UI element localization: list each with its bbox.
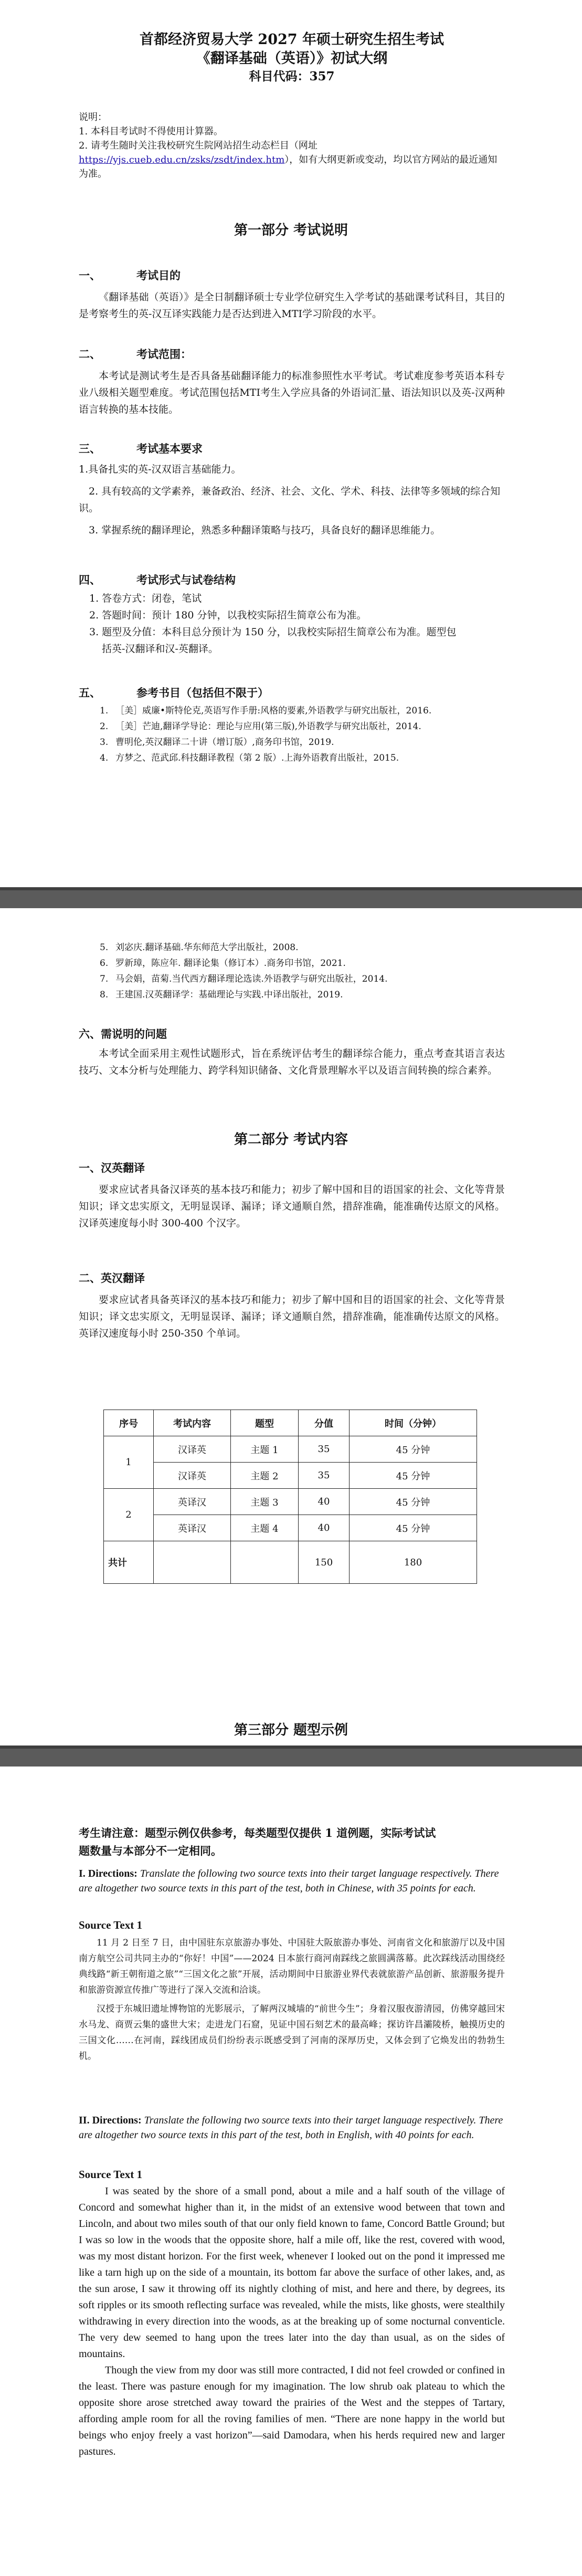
section-4 <box>79 572 505 657</box>
table-cell: 英译汉 <box>154 1489 231 1515</box>
table-header-cell: 序号 <box>104 1410 154 1436</box>
source-text-1-heading: Source Text 1 <box>79 1919 142 1931</box>
table-row <box>104 1463 477 1489</box>
section-4-item-3b: 括英-汉翻译和汉-英翻译。 <box>102 643 218 655</box>
directions-1-text <box>79 1866 505 1896</box>
section-2-title: 考试范围： <box>136 348 192 361</box>
table-cell: 45 分钟 <box>350 1436 477 1463</box>
section-5-number: 五、 <box>79 686 101 699</box>
table-cell: 汉译英 <box>154 1463 231 1489</box>
directions-2-text <box>79 2113 505 2142</box>
directions-1 <box>79 1866 505 1896</box>
part-3-title: 第三部分 题型示例 <box>234 1722 348 1738</box>
reference-item: 4. 方梦之、范武邱.科技翻译教程（第 2 版）.上海外语教育出版社，2015. <box>100 753 399 763</box>
section-6-heading: 六、需说明的问题 <box>79 1027 167 1040</box>
note-2-text-a: 2. 请考生随时关注我校研究生院网站招生动态栏目（网址 <box>79 140 318 151</box>
table-cell: 40 <box>299 1489 350 1515</box>
part-1-title: 第一部分 考试说明 <box>234 223 348 238</box>
section-4-title: 考试形式与试卷结构 <box>136 573 236 586</box>
section-4-item-3a: 3. 题型及分值：本科目总分预计为 150 分，以我校实际招生简章公布为准。题型包 <box>89 626 457 638</box>
chinese-paragraph-2: 汉授于东城旧遗址博物馆的光影展示，了解两汉城墙的“前世今生”；身着汉服夜游清园，仿佛穿越回宋水马龙、商贾云集的盛世大宋；走进龙门石窟，见证中国石刻艺术的最高峰；探访许昌灞陵桥，触摸历史的三国文化……在河南，踩线团成员们纷纷表示既感受到了河南的深厚历史，又体会到了它焕发出的勃勃生机。 <box>79 2004 505 2062</box>
section-1-title: 考试目的 <box>136 269 181 282</box>
note-2 <box>79 139 505 181</box>
graduate-school-link[interactable]: https://yjs.cueb.edu.cn/zsks/zsdt/index.htm <box>79 154 285 165</box>
notice-line-1: 考生请注意：题型示例仅供参考，每类题型仅提供 1 道例题，实际考试试 <box>79 1826 436 1839</box>
reference-item: 1. ［美］威廉•斯特伦克,英语写作手册:风格的要素,外语教学与研究出版社，2016. <box>100 706 432 716</box>
reference-item: 5. 刘宓庆.翻译基础.华东师范大学出版社，2008. <box>100 942 299 953</box>
chinese-paragraph-1: 11 月 2 日至 7 日，由中国驻东京旅游办事处、中国驻大阪旅游办事处、河南省文化和旅游厅以及中国南方航空公司共同主办的“你好！中国”——2024 日本旅行商河南踩线之旅圆满落幕。此次踩线活动围绕经典线路“新王朝衔道之旅”“三国文化之旅”开展，活动期间中日旅游业界代表就旅游产品创新、旅游服务提升和旅游资源宣传推广等进行了深入交流和洽谈。 <box>79 1938 505 1995</box>
section-1-number: 一、 <box>79 269 101 282</box>
part-2-section-1-heading: 一、汉英翻译 <box>79 1161 145 1174</box>
reference-item: 3. 曹明伦,英汉翻译二十讲（增订版）,商务印书馆，2019. <box>100 737 334 748</box>
part-2-section-1-text: 要求应试者具备汉译英的基本技巧和能力；初步了解中国和目的语国家的社会、文化等背景知识；译文忠实原文，无明显误译、漏译；译文通顺自然，措辞准确，能准确传达原文的风格。汉译英速度每小时 300-400 个汉字。 <box>79 1184 505 1229</box>
directions-2-label: II. Directions: <box>79 2115 142 2126</box>
note-1: 1. 本科目考试时不得使用计算器。 <box>79 126 223 137</box>
section-2 <box>79 346 505 418</box>
source-text-2-heading: Source Text 1 <box>79 2168 142 2181</box>
table-cell-group: 1 <box>104 1436 154 1489</box>
section-1-text: 《翻译基础（英语）》是全日制翻译硕士专业学位研究生入学考试的基础课考试科目，其目的是考察考生的英-汉互译实践能力是否达到进入MTI学习阶段的水平。 <box>79 291 505 320</box>
table-cell: 45 分钟 <box>350 1515 477 1541</box>
section-3-heading <box>79 441 505 457</box>
reference-item: 7. 马会娟，苗菊.当代西方翻译理论选读.外语教学与研究出版社，2014. <box>100 974 388 984</box>
table-row <box>104 1515 477 1541</box>
exam-title: 首都经济贸易大学 2027 年硕士研究生招生考试 <box>140 31 444 48</box>
part-2-section-2 <box>79 1270 505 1342</box>
section-4-item-2: 2. 答题时间：预计 180 分钟，以我校实际招生简章公布为准。 <box>89 609 367 621</box>
table-cell <box>154 1541 231 1584</box>
table-cell <box>231 1541 299 1584</box>
table-total-row <box>104 1541 477 1584</box>
page-3 <box>0 1767 582 2576</box>
english-paragraph-1: I was seated by the shore of a small pond, about a mile and a half south of the village of Concord and somewhat higher than it, in the midst of an extensive wood between that town and Lincoln, and about two miles south of that our only field known to fame, Concord Battle Ground; but I was so low in the woods that the opposite shore, half a mile off, like the rest, covered with wood, was my most distant horizon. For the first week, whenever I looked out on the pond it impressed me like a tarn high up on the side of a mountain, its bottom far above the surface of other lakes, and, as the sun arose, I saw it throwing off its nightly clothing of mist, and here and there, by degrees, its soft ripples or its smooth reflecting surface was revealed, while the mists, like ghosts, were stealthily withdrawing in every direction into the woods, as at the breaking up of some nocturnal conventicle. The very dew seemed to hang upon the trees later into the day than usual, as on the sides of mountains. <box>79 2185 505 2360</box>
table-cell: 35 <box>299 1436 350 1463</box>
notes-label: 说明： <box>79 112 107 123</box>
table-cell: 主题 3 <box>231 1489 299 1515</box>
table-header-row <box>104 1410 477 1436</box>
english-paragraph-2: Though the view from my door was still more contracted, I did not feel crowded or confined in the least. There was pasture enough for my imagination. The low shrub oak plateau to which the opposite shore arose stretched away toward the prairies of the West and the steppes of Tartary, affording ample room for all the roving families of men. “There are none happy in the world but beings who enjoy freely a vast horizon”—said Damodara, when his herds required new and larger pastures. <box>79 2364 505 2457</box>
document-header <box>79 30 505 85</box>
reference-list-a <box>79 703 505 766</box>
subject-code: 科目代码：357 <box>249 69 335 83</box>
table-cell: 45 分钟 <box>350 1489 477 1515</box>
section-6 <box>79 1026 505 1079</box>
reference-item: 8. 王建国.汉英翻译学：基础理论与实践.中译出版社，2019. <box>100 990 343 1000</box>
table-total-time: 180 <box>350 1541 477 1584</box>
source-text-2 <box>79 2168 505 2460</box>
section-1 <box>79 268 505 322</box>
section-4-number: 四、 <box>79 573 101 586</box>
section-2-number: 二、 <box>79 348 101 361</box>
directions-2 <box>79 2113 505 2142</box>
section-3-item-2: 2. 具有较高的文学素养，兼备政治、经济、社会、文化、学术、科技、法律等多领域的综合知识。 <box>79 486 501 514</box>
syllabus-title: 《翻译基础（英语）》初试大纲 <box>196 50 388 67</box>
section-5-heading <box>79 685 505 701</box>
table-cell: 主题 1 <box>231 1436 299 1463</box>
table-header-cell: 题型 <box>231 1410 299 1436</box>
directions-1-label: I. Directions: <box>79 1868 137 1879</box>
table-cell: 主题 2 <box>231 1463 299 1489</box>
section-1-heading <box>79 268 505 283</box>
exam-structure-table <box>103 1410 477 1584</box>
table-cell: 主题 4 <box>231 1515 299 1541</box>
table-cell: 35 <box>299 1463 350 1489</box>
part-2-title: 第二部分 考试内容 <box>234 1132 348 1148</box>
page-2 <box>0 908 582 1746</box>
part-2-section-2-heading: 二、英汉翻译 <box>79 1271 145 1285</box>
section-2-heading <box>79 346 505 362</box>
directions-1-body: Translate the following two source texts into their target language respectively. There are altogether two source texts in this part of the test, both in Chinese, with 35 points for each. <box>79 1868 499 1894</box>
page-separator <box>0 1746 582 1767</box>
table-header-cell: 分值 <box>299 1410 350 1436</box>
section-2-text: 本考试是测试考生是否具备基础翻译能力的标准参照性水平考试。考试难度参考英语本科专业八级相关题型难度。考试范围包括MTI考生入学应具备的外语词汇量、语法知识以及英-汉两种语言转换的基本技能。 <box>79 370 505 415</box>
table-cell: 英译汉 <box>154 1515 231 1541</box>
section-5-title: 参考书目（包括但不限于） <box>136 686 269 699</box>
reference-item: 6. 罗新璋，陈应年. 翻译论集（修订本）.商务印书馆，2021. <box>100 958 346 969</box>
table-row <box>104 1489 477 1515</box>
source-text-1 <box>79 1919 505 2064</box>
notes <box>79 110 505 181</box>
part-2-section-1 <box>79 1160 505 1232</box>
reference-item: 2. ［美］芒迪,翻译学导论：理论与应用(第三版),外语教学与研究出版社，2014. <box>100 721 421 732</box>
candidate-notice <box>79 1824 505 1860</box>
section-3-item-1: 1.具备扎实的英-汉双语言基础能力。 <box>79 464 241 475</box>
table-total-label: 共计 <box>104 1541 154 1584</box>
table-row <box>104 1436 477 1463</box>
table-cell: 40 <box>299 1515 350 1541</box>
section-3-title: 考试基本要求 <box>136 442 203 455</box>
page-1 <box>0 0 582 887</box>
section-4-item-1: 1. 答卷方式：闭卷，笔试 <box>89 593 202 604</box>
section-3-item-3: 3. 掌握系统的翻译理论，熟悉多种翻译策略与技巧，具备良好的翻译思维能力。 <box>89 524 441 536</box>
notice-line-2: 题数量与本部分不一定相同。 <box>79 1844 222 1857</box>
table-cell: 汉译英 <box>154 1436 231 1463</box>
part-2-section-2-text: 要求应试者具备英译汉的基本技巧和能力；初步了解中国和目的语国家的社会、文化等背景知识；译文忠实原文，无明显误译、漏译；译文通顺自然，措辞准确，能准确传达原文的风格。英译汉速度每小时 250-350 个单词。 <box>79 1294 505 1339</box>
section-3-number: 三、 <box>79 442 101 455</box>
section-5 <box>79 685 505 766</box>
table-header-cell: 考试内容 <box>154 1410 231 1436</box>
table-header-cell: 时间（分钟） <box>350 1410 477 1436</box>
note-2-text-b: ），如有大纲更新或变动，均以官方网站的最近通知为准。 <box>79 154 498 180</box>
page-separator <box>0 887 582 908</box>
table-cell: 45 分钟 <box>350 1463 477 1489</box>
section-3 <box>79 441 505 539</box>
section-6-text: 本考试全面采用主观性试题形式，旨在系统评估考生的翻译综合能力，重点考查其语言表达技巧、文本分析与处理能力、跨学科知识储备、文化背景理解水平以及语言间转换的综合素养。 <box>79 1048 505 1076</box>
section-4-heading <box>79 572 505 588</box>
table-total-score: 150 <box>299 1541 350 1584</box>
reference-list-b <box>79 940 505 1003</box>
directions-2-body: Translate the following two source texts into their target language respectively. There are altogether two source texts in this part of the test, both in English, with 40 points for each. <box>79 2115 503 2141</box>
table-cell-group: 2 <box>104 1489 154 1541</box>
